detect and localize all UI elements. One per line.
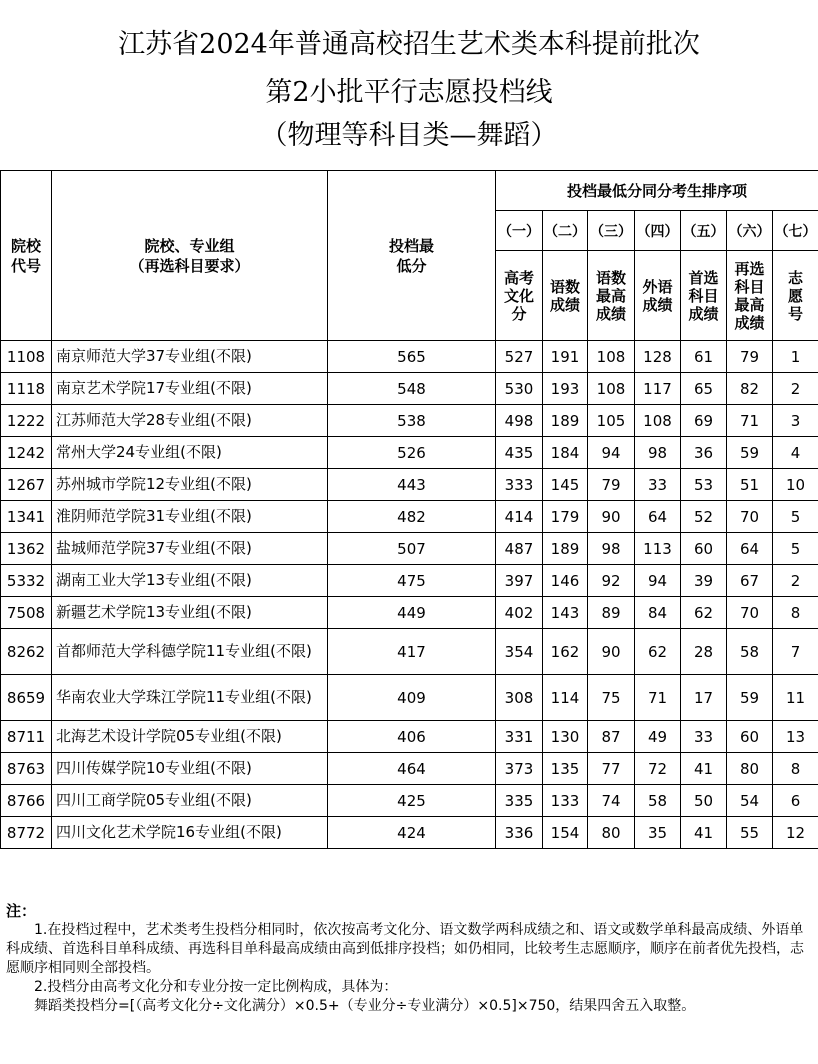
cell-score: 443 <box>328 469 496 501</box>
cell-school: 南京艺术学院17专业组(不限) <box>52 373 328 405</box>
cell-c6: 82 <box>727 373 773 405</box>
cell-c5: 41 <box>681 753 727 785</box>
cell-c4: 113 <box>635 533 681 565</box>
cell-c4: 33 <box>635 469 681 501</box>
cell-c3: 87 <box>588 721 635 753</box>
cell-code: 8262 <box>1 629 52 675</box>
cell-c2: 193 <box>543 373 588 405</box>
table-row <box>1 469 818 501</box>
cell-c4: 108 <box>635 405 681 437</box>
header-col1-label: 高考文化分 <box>496 251 543 341</box>
table-row <box>1 597 818 629</box>
cell-school: 四川工商学院05专业组(不限) <box>52 785 328 817</box>
cell-code: 8766 <box>1 785 52 817</box>
cell-c5: 33 <box>681 721 727 753</box>
cell-c2: 114 <box>543 675 588 721</box>
table-row <box>1 753 818 785</box>
cell-score: 464 <box>328 753 496 785</box>
page-title-line1: 江苏省2024年普通高校招生艺术类本科提前批次 <box>118 29 700 60</box>
admission-table <box>0 170 818 849</box>
cell-c4: 94 <box>635 565 681 597</box>
cell-c1: 335 <box>496 785 543 817</box>
cell-c3: 80 <box>588 817 635 849</box>
cell-school: 苏州城市学院12专业组(不限) <box>52 469 328 501</box>
note-3: 舞蹈类投档分=[（高考文化分÷文化满分）×0.5+（专业分÷专业满分）×0.5]×750，结果四舍五入取整。 <box>34 998 696 1014</box>
cell-code: 1118 <box>1 373 52 405</box>
cell-c3: 98 <box>588 533 635 565</box>
header-col2-label: 语数成绩 <box>543 251 588 341</box>
cell-c4: 64 <box>635 501 681 533</box>
cell-c5: 60 <box>681 533 727 565</box>
table-row <box>1 373 818 405</box>
cell-c4: 72 <box>635 753 681 785</box>
table-row <box>1 565 818 597</box>
page-title-line2: 第2小批平行志愿投档线 <box>265 77 553 108</box>
cell-code: 1341 <box>1 501 52 533</box>
table-row <box>1 817 818 849</box>
cell-c6: 64 <box>727 533 773 565</box>
table-row <box>1 405 818 437</box>
header-col7-num: （七） <box>773 211 818 251</box>
cell-c2: 162 <box>543 629 588 675</box>
header-col3-num: （三） <box>588 211 635 251</box>
cell-c3: 94 <box>588 437 635 469</box>
cell-c4: 35 <box>635 817 681 849</box>
cell-score: 409 <box>328 675 496 721</box>
header-min-score: 投档最低分 <box>328 171 496 341</box>
cell-c5: 36 <box>681 437 727 469</box>
header-school-label: 院校、专业组 <box>144 236 235 255</box>
cell-c2: 145 <box>543 469 588 501</box>
cell-c7: 3 <box>773 405 818 437</box>
cell-school: 盐城师范学院37专业组(不限) <box>52 533 328 565</box>
cell-c2: 130 <box>543 721 588 753</box>
cell-c7: 2 <box>773 565 818 597</box>
cell-code: 8659 <box>1 675 52 721</box>
cell-c1: 498 <box>496 405 543 437</box>
cell-c6: 60 <box>727 721 773 753</box>
cell-c7: 12 <box>773 817 818 849</box>
cell-score: 475 <box>328 565 496 597</box>
cell-school: 常州大学24专业组(不限) <box>52 437 328 469</box>
cell-school: 江苏师范大学28专业组(不限) <box>52 405 328 437</box>
cell-school: 四川文化艺术学院16专业组(不限) <box>52 817 328 849</box>
cell-school: 北海艺术设计学院05专业组(不限) <box>52 721 328 753</box>
table-row <box>1 533 818 565</box>
cell-c1: 333 <box>496 469 543 501</box>
cell-c5: 62 <box>681 597 727 629</box>
cell-c4: 117 <box>635 373 681 405</box>
cell-code: 5332 <box>1 565 52 597</box>
header-school <box>52 171 328 341</box>
cell-c7: 10 <box>773 469 818 501</box>
cell-c3: 77 <box>588 753 635 785</box>
cell-school: 新疆艺术学院13专业组(不限) <box>52 597 328 629</box>
cell-c6: 51 <box>727 469 773 501</box>
header-col6-label: 再选科目最高成绩 <box>727 251 773 341</box>
cell-c3: 74 <box>588 785 635 817</box>
cell-c7: 1 <box>773 341 818 373</box>
cell-c1: 331 <box>496 721 543 753</box>
cell-c5: 69 <box>681 405 727 437</box>
cell-c5: 61 <box>681 341 727 373</box>
cell-school: 湖南工业大学13专业组(不限) <box>52 565 328 597</box>
cell-c7: 8 <box>773 753 818 785</box>
notes-section <box>6 902 812 1016</box>
header-col6-num: （六） <box>727 211 773 251</box>
page-title-line3: （物理等科目类—舞蹈） <box>260 120 558 151</box>
cell-c3: 90 <box>588 629 635 675</box>
cell-c6: 70 <box>727 501 773 533</box>
header-col1-num: （一） <box>496 211 543 251</box>
cell-code: 8711 <box>1 721 52 753</box>
cell-c5: 28 <box>681 629 727 675</box>
cell-c1: 435 <box>496 437 543 469</box>
cell-c4: 49 <box>635 721 681 753</box>
cell-score: 548 <box>328 373 496 405</box>
header-school-sub: （再选科目要求） <box>129 256 250 275</box>
cell-score: 565 <box>328 341 496 373</box>
cell-score: 507 <box>328 533 496 565</box>
cell-c2: 135 <box>543 753 588 785</box>
cell-c6: 59 <box>727 675 773 721</box>
header-col5-label: 首选科目成绩 <box>681 251 727 341</box>
cell-code: 1242 <box>1 437 52 469</box>
cell-code: 1222 <box>1 405 52 437</box>
cell-school: 四川传媒学院10专业组(不限) <box>52 753 328 785</box>
cell-c1: 397 <box>496 565 543 597</box>
cell-c6: 55 <box>727 817 773 849</box>
cell-c1: 487 <box>496 533 543 565</box>
cell-c5: 39 <box>681 565 727 597</box>
cell-c6: 59 <box>727 437 773 469</box>
cell-c1: 527 <box>496 341 543 373</box>
cell-score: 449 <box>328 597 496 629</box>
cell-c1: 373 <box>496 753 543 785</box>
cell-c5: 17 <box>681 675 727 721</box>
cell-c5: 53 <box>681 469 727 501</box>
cell-c2: 146 <box>543 565 588 597</box>
header-rank-group: 投档最低分同分考生排序项 <box>496 171 818 211</box>
cell-c7: 5 <box>773 501 818 533</box>
cell-c6: 67 <box>727 565 773 597</box>
table-row <box>1 675 818 721</box>
table-row <box>1 721 818 753</box>
cell-c4: 98 <box>635 437 681 469</box>
cell-c7: 2 <box>773 373 818 405</box>
cell-c5: 41 <box>681 817 727 849</box>
cell-c5: 65 <box>681 373 727 405</box>
cell-c1: 336 <box>496 817 543 849</box>
cell-c2: 179 <box>543 501 588 533</box>
cell-c7: 4 <box>773 437 818 469</box>
cell-c3: 108 <box>588 341 635 373</box>
cell-c3: 90 <box>588 501 635 533</box>
note-2: 2.投档分由高考文化分和专业分按一定比例构成，具体为： <box>34 979 398 995</box>
cell-c1: 414 <box>496 501 543 533</box>
cell-code: 1362 <box>1 533 52 565</box>
cell-c3: 108 <box>588 373 635 405</box>
notes-heading: 注： <box>6 902 37 920</box>
cell-c2: 189 <box>543 533 588 565</box>
cell-c4: 71 <box>635 675 681 721</box>
cell-c7: 8 <box>773 597 818 629</box>
table-row <box>1 785 818 817</box>
cell-c2: 154 <box>543 817 588 849</box>
cell-c1: 530 <box>496 373 543 405</box>
cell-c6: 71 <box>727 405 773 437</box>
cell-c7: 11 <box>773 675 818 721</box>
cell-c7: 7 <box>773 629 818 675</box>
cell-score: 417 <box>328 629 496 675</box>
cell-score: 424 <box>328 817 496 849</box>
cell-code: 1267 <box>1 469 52 501</box>
cell-c2: 133 <box>543 785 588 817</box>
cell-c6: 70 <box>727 597 773 629</box>
cell-c1: 354 <box>496 629 543 675</box>
cell-c3: 89 <box>588 597 635 629</box>
cell-c3: 75 <box>588 675 635 721</box>
cell-score: 406 <box>328 721 496 753</box>
cell-c5: 50 <box>681 785 727 817</box>
cell-score: 425 <box>328 785 496 817</box>
table-row <box>1 341 818 373</box>
cell-school: 南京师范大学37专业组(不限) <box>52 341 328 373</box>
cell-c2: 189 <box>543 405 588 437</box>
cell-school: 首都师范大学科德学院11专业组(不限) <box>52 629 328 675</box>
header-col3-label: 语数最高成绩 <box>588 251 635 341</box>
cell-c2: 191 <box>543 341 588 373</box>
header-col4-num: （四） <box>635 211 681 251</box>
table-row <box>1 629 818 675</box>
cell-c1: 308 <box>496 675 543 721</box>
cell-c7: 5 <box>773 533 818 565</box>
table-row <box>1 501 818 533</box>
cell-code: 8772 <box>1 817 52 849</box>
cell-c4: 58 <box>635 785 681 817</box>
cell-c7: 13 <box>773 721 818 753</box>
header-col7-label: 志愿号 <box>773 251 818 341</box>
cell-c4: 62 <box>635 629 681 675</box>
cell-c3: 92 <box>588 565 635 597</box>
cell-code: 1108 <box>1 341 52 373</box>
cell-c2: 143 <box>543 597 588 629</box>
header-col4-label: 外语成绩 <box>635 251 681 341</box>
table-row <box>1 437 818 469</box>
cell-c7: 6 <box>773 785 818 817</box>
cell-code: 8763 <box>1 753 52 785</box>
cell-score: 482 <box>328 501 496 533</box>
cell-c4: 84 <box>635 597 681 629</box>
cell-school: 华南农业大学珠江学院11专业组(不限) <box>52 675 328 721</box>
cell-c6: 80 <box>727 753 773 785</box>
cell-c3: 105 <box>588 405 635 437</box>
cell-c6: 54 <box>727 785 773 817</box>
header-code: 院校代号 <box>1 171 52 341</box>
cell-c2: 184 <box>543 437 588 469</box>
cell-c5: 52 <box>681 501 727 533</box>
cell-c6: 58 <box>727 629 773 675</box>
header-col2-num: （二） <box>543 211 588 251</box>
cell-code: 7508 <box>1 597 52 629</box>
cell-c3: 79 <box>588 469 635 501</box>
cell-school: 淮阴师范学院31专业组(不限) <box>52 501 328 533</box>
cell-c4: 128 <box>635 341 681 373</box>
cell-score: 526 <box>328 437 496 469</box>
header-col5-num: （五） <box>681 211 727 251</box>
cell-c1: 402 <box>496 597 543 629</box>
note-1: 1.在投档过程中，艺术类考生投档分相同时，依次按高考文化分、语文数学两科成绩之和、语文或数学单科最高成绩、外语单科成绩、首选科目单科成绩、再选科目单科最高成绩由高到低排序投档；如仍相同，比较考生志愿顺序，顺序在前者优先投档，志愿顺序相同则全部投档。 <box>6 922 804 976</box>
cell-c6: 79 <box>727 341 773 373</box>
cell-score: 538 <box>328 405 496 437</box>
